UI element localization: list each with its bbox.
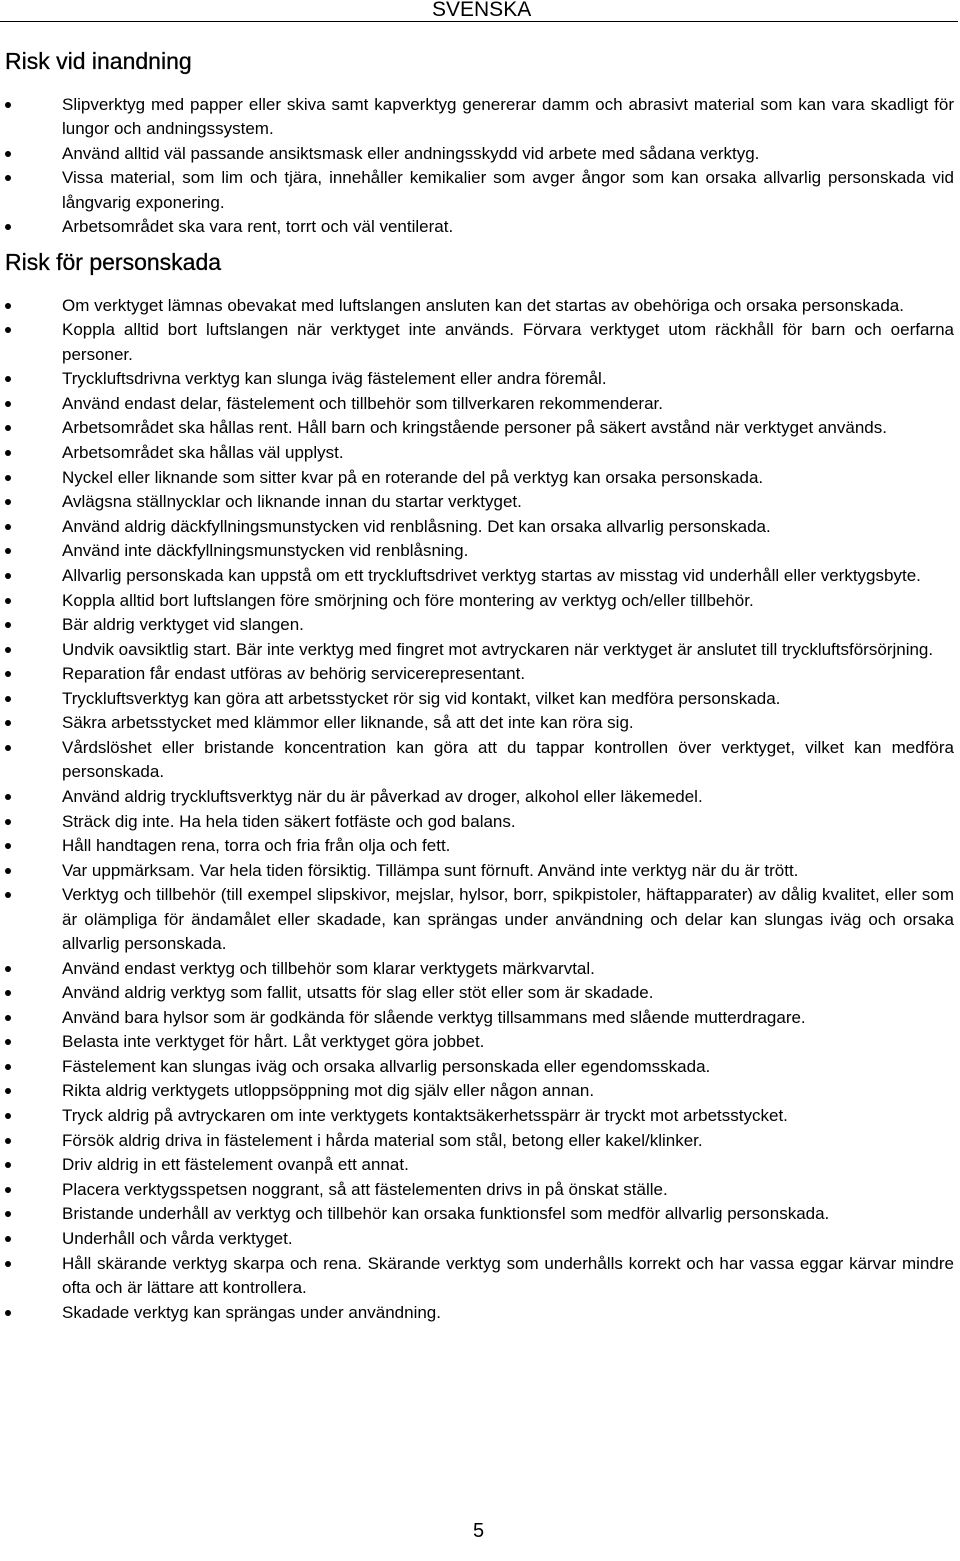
list-item-text: Arbetsområdet ska hållas rent. Håll barn och kringstående personer på säkert avstånd när verktyget används. bbox=[62, 418, 887, 438]
list-item-text: Säkra arbetsstycket med klämmor eller liknande, så att det inte kan röra sig. bbox=[62, 713, 634, 733]
bullet-icon bbox=[5, 425, 11, 431]
list-item-text: Försök aldrig driva in fästelement i hårda material som stål, betong eller kakel/klinker. bbox=[62, 1130, 703, 1150]
list-item bbox=[0, 834, 958, 858]
list-item-text: Nyckel eller liknande som sitter kvar på en roterande del på verktyg kan orsaka personskada. bbox=[62, 467, 764, 487]
list-item-text: Arbetsområdet ska vara rent, torrt och väl ventilerat. bbox=[62, 217, 454, 237]
list-item bbox=[0, 613, 958, 637]
list-item bbox=[0, 1153, 958, 1177]
bullet-icon bbox=[5, 573, 11, 579]
list-item bbox=[0, 318, 958, 367]
list-item bbox=[0, 142, 958, 166]
list-item bbox=[0, 539, 958, 563]
list-item bbox=[0, 416, 958, 440]
bullet-icon bbox=[5, 401, 11, 407]
list-item bbox=[0, 1301, 958, 1325]
list-item bbox=[0, 515, 958, 539]
bullet-icon bbox=[5, 966, 11, 972]
list-item-text: Koppla alltid bort luftslangen före smörjning och före montering av verktyg och/eller tillbehör. bbox=[62, 590, 754, 610]
list-item bbox=[0, 1055, 958, 1079]
list-item bbox=[0, 810, 958, 834]
list-item-text: Vissa material, som lim och tjära, innehåller kemikalier som avger ångor som kan orsaka allvarlig personskada vid långvarig exponering. bbox=[62, 168, 954, 212]
bullet-icon bbox=[5, 745, 11, 751]
list-item-text: Använd aldrig däckfyllningsmunstycken vid renblåsning. Det kan orsaka allvarlig personskada. bbox=[62, 516, 771, 536]
bullet-icon bbox=[5, 868, 11, 874]
bullet-icon bbox=[5, 720, 11, 726]
list-item-text: Slipverktyg med papper eller skiva samt kapverktyg genererar damm och abrasivt material som kan vara skadligt för lungor och andningssystem. bbox=[62, 95, 954, 139]
list-item-text: Verktyg och tillbehör (till exempel slipskivor, mejslar, hylsor, borr, spikpistoler, häftapparater) av dålig kvalitet, eller som är olämpliga för ändamålet eller skadade, kan sprängas under användning och delar kan slungas iväg och orsaka allvarlig personskada. bbox=[62, 885, 954, 953]
list-item bbox=[0, 589, 958, 613]
list-item bbox=[0, 785, 958, 809]
bullet-icon bbox=[5, 1236, 11, 1242]
bullet-icon bbox=[5, 990, 11, 996]
bullet-icon bbox=[5, 843, 11, 849]
list-item-text: Använd endast verktyg och tillbehör som klarar verktygets märkvarvtal. bbox=[62, 958, 595, 978]
list-item bbox=[0, 1178, 958, 1202]
list-item-text: Koppla alltid bort luftslangen när verktyget inte används. Förvara verktyget utom räckhåll för barn och oerfarna personer. bbox=[62, 320, 954, 364]
list-item bbox=[0, 687, 958, 711]
bullet-icon bbox=[5, 1113, 11, 1119]
list-item bbox=[0, 1129, 958, 1153]
bullet-icon bbox=[5, 794, 11, 800]
list-item bbox=[0, 957, 958, 981]
list-item bbox=[0, 93, 958, 142]
list-item bbox=[0, 564, 958, 588]
list-item-text: Vårdslöshet eller bristande koncentration kan göra att du tappar kontrollen över verktyget, vilket kan medföra personskada. bbox=[62, 738, 954, 782]
list-item bbox=[0, 392, 958, 416]
list-item-text: Använd inte däckfyllningsmunstycken vid renblåsning. bbox=[62, 541, 469, 561]
personal-injury-risk-list bbox=[0, 294, 958, 1325]
bullet-icon bbox=[5, 1187, 11, 1193]
header-divider bbox=[0, 21, 958, 22]
inhalation-risk-list bbox=[0, 93, 958, 240]
bullet-icon bbox=[5, 1261, 11, 1267]
bullet-icon bbox=[5, 1015, 11, 1021]
bullet-icon bbox=[5, 819, 11, 825]
list-item bbox=[0, 1030, 958, 1054]
list-item bbox=[0, 441, 958, 465]
bullet-icon bbox=[5, 892, 11, 898]
list-item bbox=[0, 367, 958, 391]
list-item bbox=[0, 736, 958, 785]
list-item bbox=[0, 215, 958, 239]
bullet-icon bbox=[5, 1310, 11, 1316]
bullet-icon bbox=[5, 622, 11, 628]
list-item bbox=[0, 859, 958, 883]
bullet-icon bbox=[5, 499, 11, 505]
bullet-icon bbox=[5, 376, 11, 382]
section-heading-inhalation-risk: Risk vid inandning bbox=[5, 48, 192, 74]
list-item-text: Allvarlig personskada kan uppstå om ett tryckluftsdrivet verktyg startas av misstag vid underhåll eller verktygsbyte. bbox=[62, 565, 921, 585]
bullet-icon bbox=[5, 475, 11, 481]
bullet-icon bbox=[5, 1039, 11, 1045]
bullet-icon bbox=[5, 175, 11, 181]
list-item-text: Placera verktygsspetsen noggrant, så att fästelementen drivs in på önskat ställe. bbox=[62, 1179, 668, 1199]
bullet-icon bbox=[5, 151, 11, 157]
bullet-icon bbox=[5, 696, 11, 702]
list-item bbox=[0, 883, 958, 956]
language-label: SVENSKA bbox=[432, 0, 532, 21]
list-item-text: Håll skärande verktyg skarpa och rena. Skärande verktyg som underhålls korrekt och har vassa eggar kärvar mindre ofta och är lättare att kontrollera. bbox=[62, 1253, 954, 1297]
page-number: 5 bbox=[473, 1520, 485, 1542]
list-item bbox=[0, 1252, 958, 1301]
list-item bbox=[0, 466, 958, 490]
bullet-icon bbox=[5, 224, 11, 230]
bullet-icon bbox=[5, 303, 11, 309]
bullet-icon bbox=[5, 598, 11, 604]
list-item-text: Var uppmärksam. Var hela tiden försiktig. Tillämpa sunt förnuft. Använd inte verktyg när du är trött. bbox=[62, 860, 799, 880]
list-item-text: Skadade verktyg kan sprängas under användning. bbox=[62, 1302, 441, 1322]
list-item-text: Använd aldrig verktyg som fallit, utsatts för slag eller stöt eller som är skadade. bbox=[62, 983, 654, 1003]
list-item bbox=[0, 711, 958, 735]
list-item bbox=[0, 1006, 958, 1030]
list-item-text: Sträck dig inte. Ha hela tiden säkert fotfäste och god balans. bbox=[62, 811, 516, 831]
list-item-text: Använd bara hylsor som är godkända för slående verktyg tillsammans med slående mutterdragare. bbox=[62, 1007, 806, 1027]
list-item-text: Tryckluftsdrivna verktyg kan slunga iväg fästelement eller andra föremål. bbox=[62, 369, 607, 389]
list-item-text: Fästelement kan slungas iväg och orsaka allvarlig personskada eller egendomsskada. bbox=[62, 1056, 711, 1076]
bullet-icon bbox=[5, 450, 11, 456]
list-item bbox=[0, 294, 958, 318]
bullet-icon bbox=[5, 647, 11, 653]
list-item-text: Tryck aldrig på avtryckaren om inte verktygets kontaktsäkerhetsspärr är tryckt mot arbetsstycket. bbox=[62, 1106, 788, 1126]
list-item-text: Bristande underhåll av verktyg och tillbehör kan orsaka funktionsfel som medför allvarlig personskada. bbox=[62, 1204, 830, 1224]
list-item-text: Reparation får endast utföras av behörig servicerepresentant. bbox=[62, 664, 526, 684]
bullet-icon bbox=[5, 548, 11, 554]
list-item-text: Tryckluftsverktyg kan göra att arbetsstycket rör sig vid kontakt, vilket kan medföra personskada. bbox=[62, 688, 781, 708]
list-item-text: Använd endast delar, fästelement och tillbehör som tillverkaren rekommenderar. bbox=[62, 393, 663, 413]
list-item bbox=[0, 166, 958, 215]
list-item bbox=[0, 1227, 958, 1251]
bullet-icon bbox=[5, 1138, 11, 1144]
bullet-icon bbox=[5, 1088, 11, 1094]
list-item bbox=[0, 1202, 958, 1226]
bullet-icon bbox=[5, 524, 11, 530]
list-item-text: Om verktyget lämnas obevakat med luftslangen ansluten kan det startas av obehöriga och orsaka personskada. bbox=[62, 295, 904, 315]
list-item bbox=[0, 638, 958, 662]
list-item bbox=[0, 1079, 958, 1103]
list-item-text: Använd aldrig tryckluftsverktyg när du är påverkad av droger, alkohol eller läkemedel. bbox=[62, 786, 703, 806]
list-item-text: Driv aldrig in ett fästelement ovanpå ett annat. bbox=[62, 1155, 409, 1175]
list-item-text: Arbetsområdet ska hållas väl upplyst. bbox=[62, 442, 344, 462]
list-item-text: Bär aldrig verktyget vid slangen. bbox=[62, 615, 304, 635]
section-heading-personal-injury-risk: Risk för personskada bbox=[5, 248, 222, 275]
list-item-text: Avlägsna ställnycklar och liknande innan du startar verktyget. bbox=[62, 492, 522, 512]
list-item-text: Håll handtagen rena, torra och fria från olja och fett. bbox=[62, 836, 451, 856]
list-item-text: Belasta inte verktyget för hårt. Låt verktyget göra jobbet. bbox=[62, 1032, 485, 1052]
page-content bbox=[0, 46, 958, 1325]
list-item-text: Underhåll och vårda verktyget. bbox=[62, 1229, 293, 1249]
bullet-icon bbox=[5, 327, 11, 333]
list-item bbox=[0, 1104, 958, 1128]
list-item-text: Rikta aldrig verktygets utloppsöppning mot dig själv eller någon annan. bbox=[62, 1081, 595, 1101]
bullet-icon bbox=[5, 1064, 11, 1070]
list-item bbox=[0, 490, 958, 514]
list-item bbox=[0, 662, 958, 686]
bullet-icon bbox=[5, 1162, 11, 1168]
bullet-icon bbox=[5, 1211, 11, 1217]
list-item-text: Använd alltid väl passande ansiktsmask eller andningsskydd vid arbete med sådana verktyg. bbox=[62, 143, 760, 163]
bullet-icon bbox=[5, 671, 11, 677]
list-item-text: Undvik oavsiktlig start. Bär inte verktyg med fingret mot avtryckaren när verktyget är anslutet till tryckluftsförsörjning. bbox=[62, 639, 934, 659]
bullet-icon bbox=[5, 102, 11, 108]
list-item bbox=[0, 981, 958, 1005]
